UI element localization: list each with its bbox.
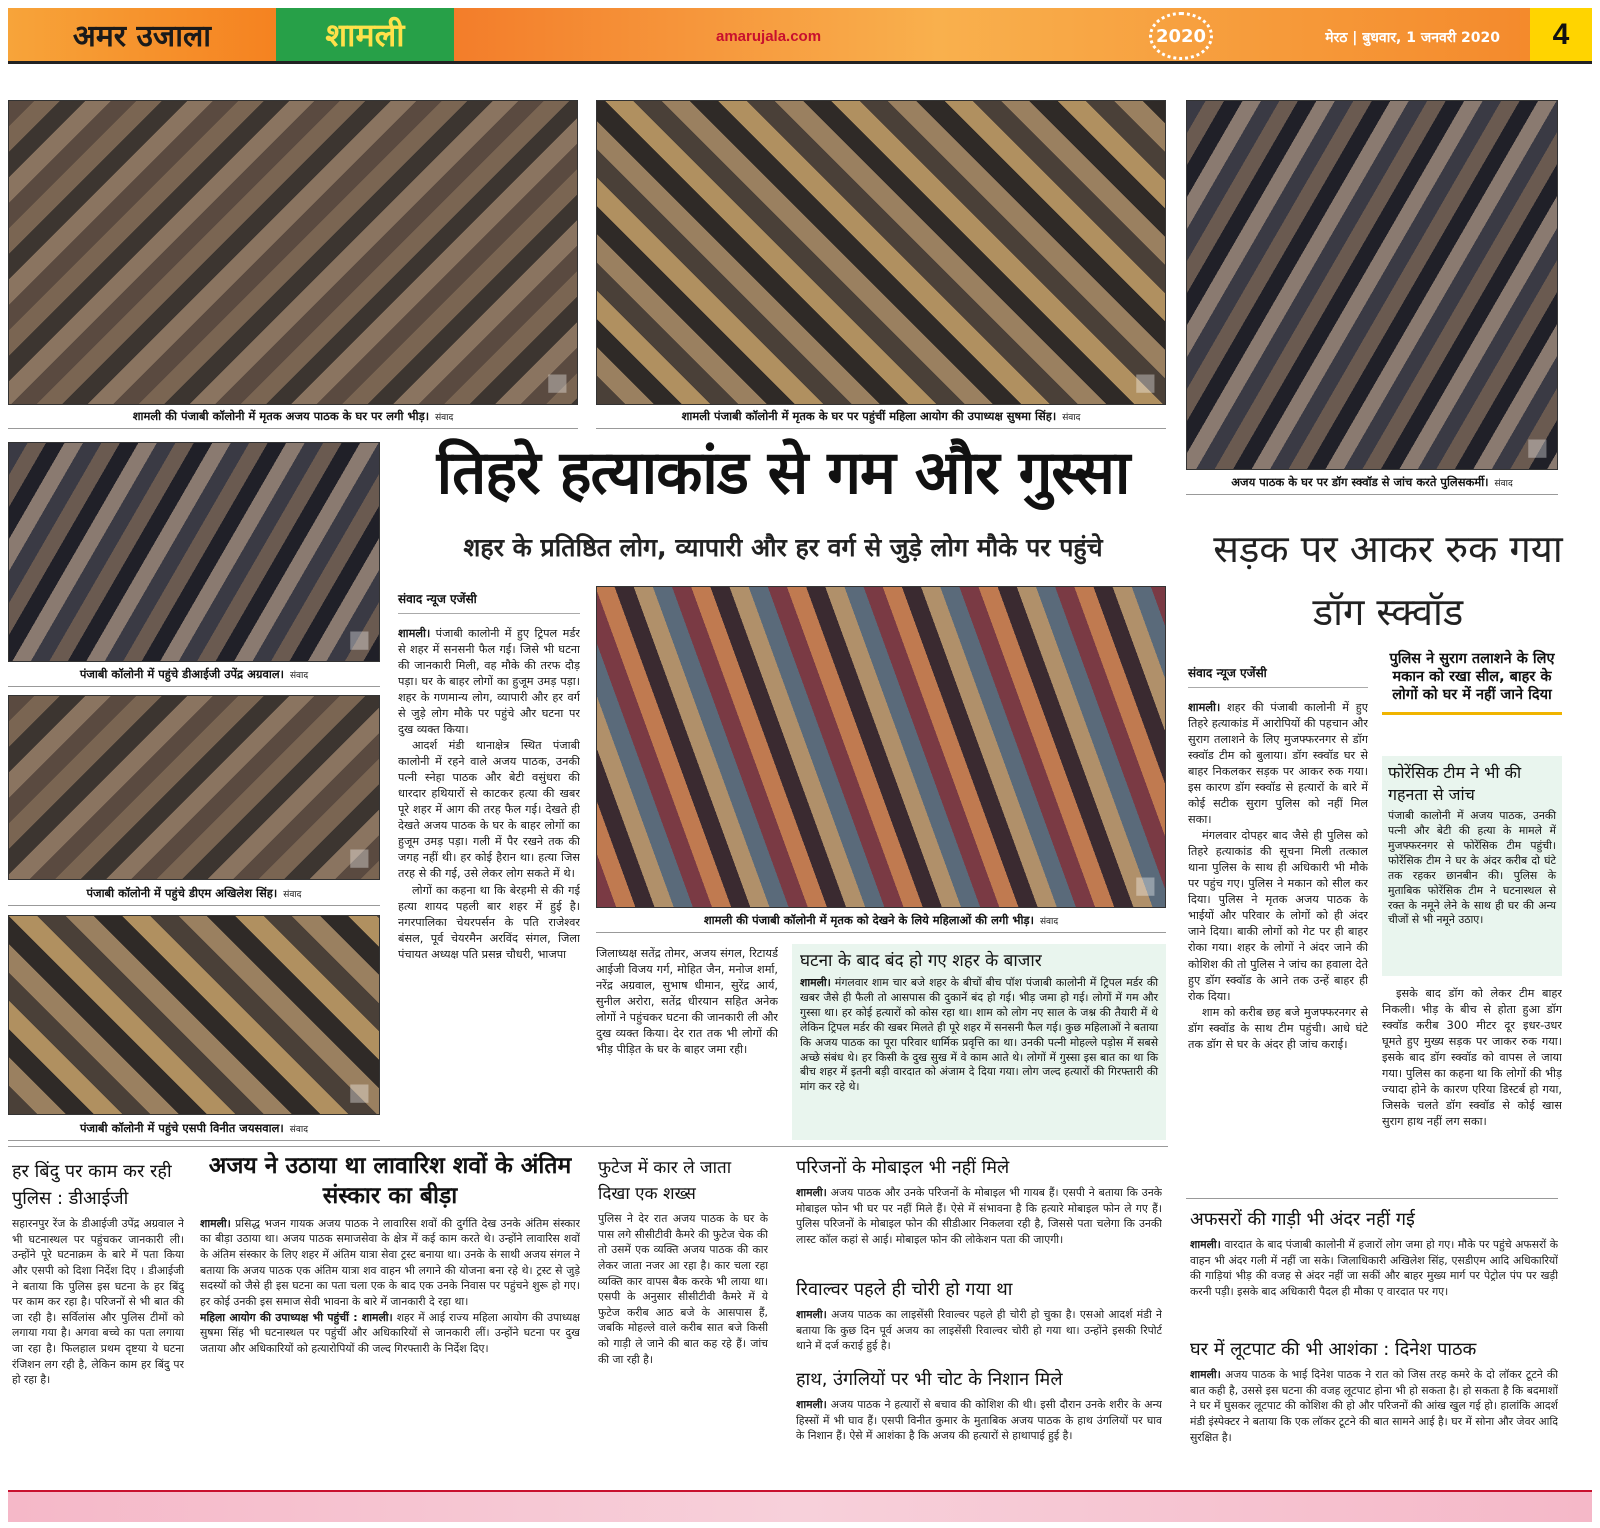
photo-sp	[8, 915, 380, 1115]
dog-squad-headline: सड़क पर आकर रुक गया डॉग स्क्वॉड	[1213, 527, 1563, 634]
forensic-text: पंजाबी कालोनी में अजय पाठक, उनकी पत्नी और बेटी की हत्या के मामले में मुजफ्फरनगर से फोरेंसिक टीम पहुंची। फोरेंसिक टीम ने घर के अंदर करीब दो घंटे तक रहकर छानबीन की। पुलिस के मुताबिक फोरेंसिक टीम ने घटनास्थल से रक्त के नमूने लेने के साथ ही घर की अन्य चीजों से भी नमूने उठाए।	[1388, 809, 1556, 927]
photo-icon: ◼	[347, 840, 371, 873]
photo-dogsquad	[1186, 100, 1558, 470]
divider	[8, 1146, 1168, 1147]
photo-caption: शामली की पंजाबी कॉलोनी में मृतक को देखने के लिये महिलाओं की लगी भीड़। संवाद	[596, 914, 1166, 933]
photo-commission	[596, 100, 1166, 405]
revolver-story: रिवाल्वर पहले ही चोरी हो गया था शामली। अजय पाठक का लाइसेंसी रिवाल्वर पहले ही चोरी हो चुका है। एसओ आदर्श मंडी ने बताया कि कुछ दिन पूर्व अजय का लाइसेंसी रिवाल्वर चोरी हो गया था। उन्होंने इसकी रिपोर्ट थाने में दर्ज कराई हुई है।	[796, 1276, 1162, 1360]
loot-story: घर में लूटपाट की भी आशंका : दिनेश पाठक शामली। अजय पाठक के भाई दिनेश पाठक ने रात को जिस तरह कमरे के दो लॉकर टूटने की बात कही है, उससे इस घटना की वजह लूटपाट होना भी हो सकता है। हो सकता है कि बदमाशों ने घर में घुसकर लूटपाट की कोशिश की हो और परिजनों की आंख खुल गई हो। हालांकि आदर्श मंडी इंस्पेक्टर ने बताया कि एक लॉकर टूटने की बात सामने आई है। घर में सोना और जेवर आदि सुरक्षित है।	[1190, 1336, 1558, 1486]
story-title: फुटेज में कार ले जाता दिखा एक शख्स	[598, 1158, 732, 1204]
story-title: अजय ने उठाया था लावारिश शवों के अंतिम संस्कार का बीड़ा	[208, 1153, 572, 1209]
injury-story: हाथ, उंगलियों पर भी चोट के निशान मिले शामली। अजय पाठक ने हत्यारों से बचाव की कोशिश की थी। इसी दौरान उनके शरीर के अन्य हिस्सों में भी घाव हैं। एसपी विनीत कुमार के मुताबिक अजय पाठक के हाथ उंगलियों पर घाव के निशान हैं। ऐसे में आशंका है कि अजय की हत्यारों से हाथापाई हुई है।	[796, 1366, 1162, 1486]
photo-dig	[8, 442, 380, 662]
photo-icon: ◼	[545, 365, 569, 398]
main-subheadline: शहर के प्रतिष्ठित लोग, व्यापारी और हर वर्ग से जुड़े लोग मौके पर पहुंचे	[463, 533, 1103, 562]
dog-squad-column-2: इसके बाद डॉग को लेकर टीम बाहर निकली। भीड़ के बीच से होता हुआ डॉग स्क्वॉड करीब 300 मीटर दूर इधर-उधर घूमते हुए मुख्य सड़क पर जाकर रुक गया। इसके बाद डॉग स्क्वॉड को वापस ले जाया गया। पुलिस का कहना था कि लोगों की भीड़ ज्यादा होने के कारण एरिया डिस्टर्ब हो गया, जिसके चलते डॉग स्क्वॉड से कोई खास सुराग हाथ नहीं लग सका।	[1382, 987, 1562, 1129]
story-title: हर बिंदु पर काम कर रही पुलिस : डीआईजी	[12, 1161, 172, 1209]
year-badge: 2020	[1149, 12, 1213, 60]
story-text: सहारनपुर रेंज के डीआईजी उपेंद्र अग्रवाल ने भी घटनास्थल पर पहुंचकर जानकारी ली। उन्होंने पूरे घटनाक्रम के बारे में पता किया और एसपी को दिशा निर्देश दिए । डीआईजी ने बताया कि पुलिस इस घटना के हर बिंदु पर काम कर रहा है। परिजनों से भी बात की जा रही है। सर्विलांस और पुलिस टीमों को लगाया गया है। अगवा बच्चे का पता लगाया जा रहा है। फिलहाल प्रथम दृष्टया ये घटना रंजिशन लग रही है, लेकिन काम हर बिंदु पर हो रहा है।	[12, 1217, 184, 1387]
photo-caption: अजय पाठक के घर पर डॉग स्क्वॉड से जांच करते पुलिसकर्मी। संवाद	[1186, 476, 1558, 495]
forensic-title: फोरेंसिक टीम ने भी की गहनता से जांच	[1388, 763, 1522, 804]
pull-quote: पुलिस ने सुराग तलाशने के लिए मकान को रखा सील, बाहर के लोगों को घर में नहीं जाने दिया	[1382, 650, 1562, 715]
box-title: घटना के बाद बंद हो गए शहर के बाजार	[800, 951, 1042, 971]
site-link[interactable]: amarujala.com	[716, 28, 822, 45]
forensic-box	[1382, 756, 1562, 976]
main-story-column-1: शामली। पंजाबी कालोनी में हुए ट्रिपल मर्डर से शहर में सनसनी फैल गई। जिसे भी घटना की जानकारी मिली, वह मौके की तरफ दौड़ पड़ा। घर के बाहर लोगों का हुजूम उमड़ पड़ा। शहर के गणमान्य लोग, व्यापारी और हर वर्ग से जुड़े लोग मौके पर पहुंचे और घटना पर दुख व्यक्त किया। आदर्श मंडी थानाक्षेत्र स्थित पंजाबी कालोनी में रहने वाले अजय पाठक, उनकी पत्नी स्नेहा पाठक और बेटी वसुंधरा की धारदार हथियारों से काटकर हत्या की खबर पूरे शहर में आग की तरह फैल गई। देखते ही देखते अजय पाठक के घर के बाहर लोगों का हुजूम उमड़ पड़ा। गली में पैर रखने तक की जगह नहीं थी। हर कोई हैरान था। हत्या जिस तरह से की गई, उसे लेकर लोग सकते में थे। लोगों का कहना था कि बेरहमी से की गई हत्या शायद पहली बार शहर में हुई है। नगरपालिका चेयरपर्सन के पति राजेश्वर बंसल, पूर्व चेयरमैन अरविंद संगल, जिला पंचायत अध्यक्ष पति प्रसन्न चौधरी, भाजपा	[398, 627, 580, 961]
city-label: मेरठ	[1325, 30, 1348, 46]
story-title: रिवाल्वर पहले ही चोरी हो गया था	[796, 1279, 1013, 1300]
story-title: घर में लूटपाट की भी आशंका : दिनेश पाठक	[1190, 1339, 1477, 1360]
footage-story	[598, 1156, 768, 1488]
masthead-band	[454, 8, 1530, 61]
photo-caption: पंजाबी कॉलोनी में पहुंचे डीएम अखिलेश सिंह। संवाद	[8, 887, 380, 906]
masthead	[8, 8, 1592, 64]
advertisement-strip	[8, 1490, 1592, 1522]
dateline: शामली।	[1188, 701, 1221, 714]
edition-label: शामली	[276, 8, 454, 61]
photo-caption: पंजाबी कॉलोनी में पहुंचे एसपी विनीत जयसवाल। संवाद	[8, 1122, 380, 1141]
main-headline: तिहरे हत्याकांड से गम और गुस्सा	[436, 438, 1130, 508]
dog-squad-byline: संवाद न्यूज एजेंसी	[1188, 664, 1368, 688]
photo-caption: पंजाबी कॉलोनी में पहुंचे डीआईजी उपेंद्र अग्रवाल। संवाद	[8, 668, 380, 687]
dig-story	[12, 1158, 184, 1488]
brand-logo: अमर उजाला	[8, 8, 276, 61]
story-title: परिजनों के मोबाइल भी नहीं मिले	[796, 1157, 1010, 1178]
story-title: हाथ, उंगलियों पर भी चोट के निशान मिले	[796, 1369, 1063, 1390]
photo-icon: ◼	[1525, 430, 1549, 463]
photo-icon: ◼	[1133, 868, 1157, 901]
photo-caption: शामली पंजाबी कॉलोनी में मृतक के घर पर पहुंचीं महिला आयोग की उपाध्यक्ष सुषमा सिंह। संवाद	[596, 410, 1166, 429]
main-byline: संवाद न्यूज एजेंसी	[398, 590, 580, 614]
photo-icon: ◼	[1133, 365, 1157, 398]
dateline: शामली।	[398, 627, 431, 640]
officers-story: अफसरों की गाड़ी भी अंदर नहीं गई शामली। वारदात के बाद पंजाबी कालोनी में हजारों लोग जमा हो गए। मौके पर पहुंचे अफसरों के वाहन भी अंदर गली में नहीं जा सके। जिलाधिकारी अखिलेश सिंह, एसडीएम आदि अधिकारियों की गाड़ियां भीड़ की वजह से अंदर नहीं जा सकीं और बाहर मुख्य मार्ग पर पेट्रोल पंप पर खड़ी करनी पड़ी। इसके बाद अधिकारी पैदल ही मौका ए वारदात पर गए।	[1190, 1206, 1558, 1328]
photo-icon: ◼	[347, 1075, 371, 1108]
photo-caption: शामली की पंजाबी कॉलोनी में मृतक अजय पाठक के घर पर लगी भीड़। संवाद	[8, 410, 578, 429]
mobile-story: परिजनों के मोबाइल भी नहीं मिले शामली। अजय पाठक और उनके परिजनों के मोबाइल भी गायब हैं। एसपी ने बताया कि उनके मोबाइल फोन भी घर पर नहीं मिले हैं। ऐसे में संभावना है कि हत्यारे मोबाइल फोन ले गए हैं। पुलिस परिजनों के मोबाइल फोन की सीडीआर निकलवा रही है, जिससे पता चलेगा कि उनकी लास्ट कॉल कहां से आई। मोबाइल फोन की लोकेशन पता की जाएगी।	[796, 1154, 1162, 1268]
photo-dm	[8, 695, 380, 880]
photo-icon: ◼	[347, 622, 371, 655]
dog-squad-column-1: शामली। शहर की पंजाबी कालोनी में हुए तिहरे हत्याकांड में आरोपियों की पहचान और सुराग तलाशने के लिए मुजफ्फरनगर से डॉग स्क्वॉड टीम को बुलाया। डॉग स्क्वॉड घर से बाहर निकलकर सड़क पर आकर रुक गया। इस कारण डॉग स्क्वॉड से हत्यारों के बारे में कोई सटीक सुराग पुलिस को नहीं मिल सका। मंगलवार दोपहर बाद जैसे ही पुलिस को तिहरे हत्याकांड की सूचना मिली तत्काल थाना पुलिस के साथ ही अधिकारी भी मौके पर पहुंच गए। पुलिस ने मकान को सील कर दिया। पुलिस ने मृतक अजय पाठक के भाईयों और परिवार के लोगों को ही अंदर जाने दिया। बाकी लोगों को गेट पर ही बाहर रोका गया। शहर के लोगों ने अंदर जाने की कोशिश की तो पुलिस ने जांच का हवाला देते हुए डॉग स्क्वॉड के आने तक उन्हें बाहर ही रोक दिया। शाम को करीब छह बजे मुजफ्फरनगर से डॉग स्क्वॉड के साथ टीम पहुंची। आधे घंटे तक डॉग से घर के अंदर ही जांच कराई।	[1188, 701, 1368, 1051]
divider	[1186, 1198, 1558, 1199]
issue-date: बुधवार, 1 जनवरी 2020	[1362, 30, 1500, 46]
market-closed-box: घटना के बाद बंद हो गए शहर के बाजार शामली। मंगलवार शाम चार बजे शहर के बीचों बीच पॉश पंजाबी कालोनी में ट्रिपल मर्डर की खबर जैसे ही फैली तो आसपास की दुकानें बंद हो गई। भीड़ जमा हो गई। लोगों में गम और गुस्सा था। हर कोई हत्यारों को कोस रहा था। शाम को लोग नए साल के जश्न की तैयारी में थे लेकिन ट्रिपल मर्डर की खबर मिलते ही पूरे शहर में सनसनी फैल गई। कुछ महिलाओं ने बताया कि अजय पाठक का पूरा परिवार धार्मिक प्रवृत्ति का था। उनकी पत्नी मोहल्ले पड़ोस में सबसे अच्छे संबंध थे। हर किसी के दुख सुख में वे काम आते थे। लोगों में गुस्सा इस बात का था कि बीच शहर में इतनी बड़ी वारदात को अंजाम दे दिया गया। लोग जल्द हत्यारों की गिरफ्तारी की मांग कर रहे थे।	[792, 944, 1166, 1140]
photo-women	[596, 586, 1166, 908]
main-story-column-2: जिलाध्यक्ष सतेंद्र तोमर, अजय संगल, रिटायर्ड आईजी विजय गर्ग, मोहित जैन, मनोज शर्मा, नरेंद्र अग्रवाल, सुभाष धीमान, सुरेंद्र आर्य, सुनील अरोरा, सतेंद्र धीरयान सहित अनेक लोगों ने पहुंचकर घटना की जानकारी ली और दुख व्यक्त किया। देर रात तक भी लोगों की भीड़ पीड़ित के घर के बाहर जमा रही।	[596, 947, 778, 1057]
dateline-header: मेरठ | बुधवार, 1 जनवरी 2020	[1325, 30, 1500, 46]
page-number: 4	[1530, 8, 1592, 61]
ajay-story: अजय ने उठाया था लावारिश शवों के अंतिम संस्कार का बीड़ा शामली। प्रसिद्ध भजन गायक अजय पाठक ने लावारिस शवों की दुर्गति देख उनके अंतिम संस्कार का बीड़ा उठाया था। अजय पाठक समाजसेवा के क्षेत्र में कई काम करते थे। उन्होंने लावारिस शवों के अंतिम संस्कार के लिए शहर में अंतिम यात्रा सेवा ट्रस्ट बनाया था। उनके के साथी अजय संगल ने बताया कि अजय पाठक एक अंतिम यात्रा शव वाहन भी लगाने की योजना बना रहे थे। ट्रस्ट से जुड़े सदस्यों को जैसे ही इस घटना का पता चला एक के बाद एक उनके निवास पर पहुंचने शुरू हो गए। हर कोई उनकी इस समाज सेवी भावना के बारे में जानकारी दे रहा था। महिला आयोग की उपाध्यक्ष भी पहुंचीं : शामली। शहर में आई राज्य महिला आयोग की उपाध्यक्ष सुषमा सिंह भी घटनास्थल पर पहुंचीं और अधिकारियों से जानकारी लीं। उन्होंने घटना पर दुख जताया और अधिकारियों को हत्यारोपियों की जल्द गिरफ्तारी के निर्देश दिए।	[200, 1153, 580, 1355]
story-text: पुलिस ने देर रात अजय पाठक के घर के पास लगे सीसीटीवी कैमरे की फुटेज चेक की तो उसमें एक व्यक्ति अजय पाठक की कार लेकर जाता नजर आ रहा है। कार चला रहा व्यक्ति कार वापस बैक करके भी लाया था। एसपी के अनुसार सीसीटीवी कैमरे में ये फुटेज करीब आठ बजे के आसपास हैं, जबकि मोहल्ले वाले करीब सात बजे किसी को गाड़ी ले जाने की बात कह रहे हैं। जांच की जा रही है।	[598, 1212, 768, 1366]
photo-crowd-top	[8, 100, 578, 405]
story-title: अफसरों की गाड़ी भी अंदर नहीं गई	[1190, 1209, 1415, 1230]
